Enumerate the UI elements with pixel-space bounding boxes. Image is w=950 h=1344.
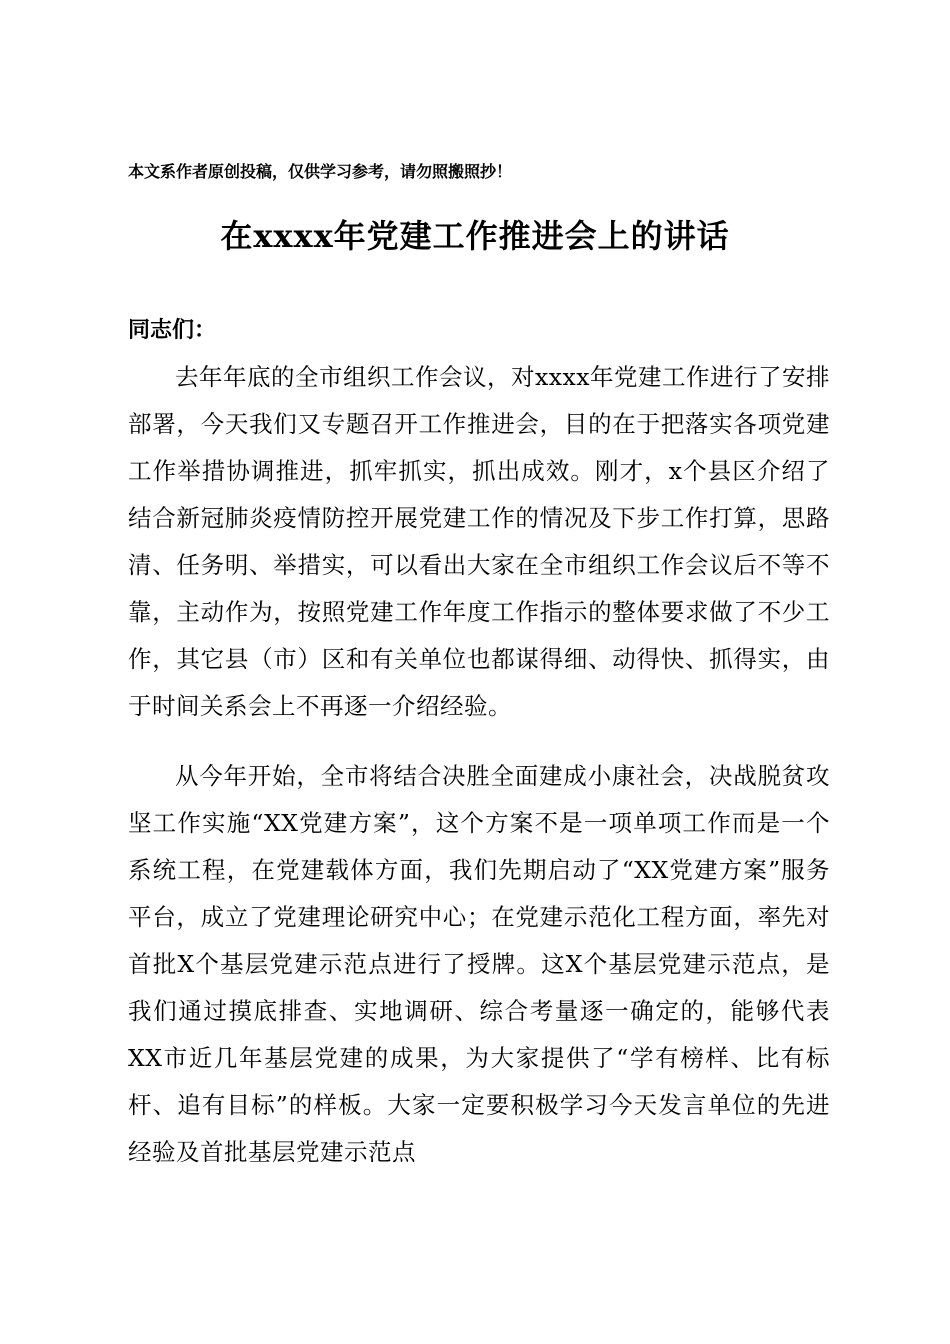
body-paragraph: 去年年底的全市组织工作会议，对xxxx年党建工作进行了安排部署，今天我们又专题召开工作推进会，目的在于把落实各项党建工作举措协调推进，抓牢抓实，抓出成效。刚才，x个县区介绍了结合新冠肺炎疫情防控开展党建工作的情况及下步工作打算，思路清、任务明、举措实，可以看出大家在全市组织工作会议后不等不靠，主动作为，按照党建工作年度工作指示的整体要求做了不少工作，其它县（市）区和有关单位也都谋得细、动得快、抓得实，由于时间关系会上不再逐一介绍经验。	[128, 363, 831, 720]
salutation: 同志们：	[128, 317, 217, 343]
copyright-notice: 本文系作者原创投稿，仅供学习参考，请勿照搬照抄！	[128, 162, 513, 181]
speech-title: 在xxxx年党建工作推进会上的讲话	[220, 217, 730, 255]
body-paragraph: 从今年开始，全市将结合决胜全面建成小康社会，决战脱贫攻坚工作实施“XX党建方案”，这个方案不是一项单项工作而是一个系统工程，在党建载体方面，我们先期启动了“XX党建方案”服务平台，成立了党建理论研究中心；在党建示范化工程方面，率先对首批X个基层党建示范点进行了授牌。这X个基层党建示范点，是我们通过摸底排查、实地调研、综合考量逐一确定的，能够代表XX市近几年基层党建的成果，为大家提供了“学有榜样、比有标杆、追有目标”的样板。大家一定要积极学习今天发言单位的先进经验及首批基层党建示范点	[128, 762, 830, 1166]
